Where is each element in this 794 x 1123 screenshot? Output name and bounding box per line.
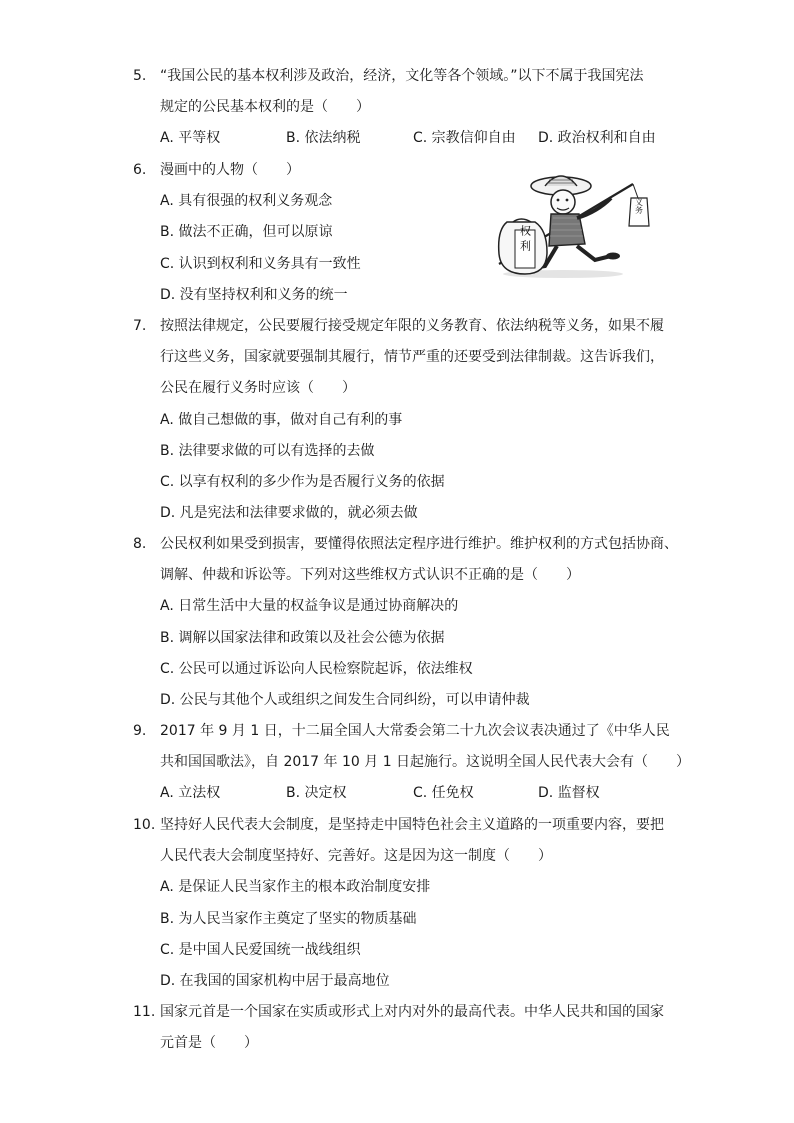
question-text-line: 坚持好人民代表大会制度，是坚持走中国特色社会主义道路的一项重要内容，要把 — [160, 817, 664, 833]
cartoon-illustration — [493, 168, 665, 280]
question-number: 11. — [133, 1004, 156, 1020]
option-c[interactable]: C. 任免权 — [413, 785, 474, 801]
option-a[interactable]: A. 做自己想做的事，做对自己有利的事 — [160, 412, 403, 428]
option-a[interactable]: A. 是保证人民当家作主的根本政治制度安排 — [160, 879, 431, 895]
option-a[interactable]: A. 日常生活中大量的权益争议是通过协商解决的 — [160, 598, 459, 614]
question-text-line: 调解、仲裁和诉讼等。下列对这些维权方式认识不正确的是（ ） — [160, 567, 580, 583]
option-b[interactable]: B. 决定权 — [286, 785, 347, 801]
option-b[interactable]: B. 依法纳税 — [286, 130, 361, 146]
question-number: 8. — [133, 536, 147, 552]
question-text-line: 公民在履行义务时应该（ ） — [160, 380, 356, 396]
question-number: 10. — [133, 817, 156, 833]
question-text-line: 元首是（ ） — [160, 1035, 258, 1051]
question-number: 5. — [133, 68, 147, 84]
option-b[interactable]: B. 调解以国家法律和政策以及社会公德为依据 — [160, 630, 445, 646]
option-c[interactable]: C. 以享有权利的多少作为是否履行义务的依据 — [160, 474, 445, 490]
question-text-line: 人民代表大会制度坚持好、完善好。这是因为这一制度（ ） — [160, 848, 552, 864]
question-text-line: “我国公民的基本权利涉及政治，经济，文化等各个领域。”以下不属于我国宪法 — [160, 68, 644, 84]
option-d[interactable]: D. 没有坚持权利和义务的统一 — [160, 287, 348, 303]
option-b[interactable]: B. 为人民当家作主奠定了坚实的物质基础 — [160, 911, 417, 927]
question-text-line: 共和国国歌法》，自 2017 年 10 月 1 日起施行。这说明全国人民代表大会有（ ） — [160, 754, 691, 770]
option-d[interactable]: D. 监督权 — [538, 785, 600, 801]
option-b[interactable]: B. 做法不正确，但可以原谅 — [160, 224, 333, 240]
option-d[interactable]: D. 公民与其他个人或组织之间发生合同纠纷，可以申请仲裁 — [160, 692, 530, 708]
question-text-line: 国家元首是一个国家在实质或形式上对内对外的最高代表。中华人民共和国的国家 — [160, 1004, 664, 1020]
option-c[interactable]: C. 认识到权利和义务具有一致性 — [160, 256, 361, 272]
question-text-line: 行这些义务，国家就要强制其履行，情节严重的还要受到法律制裁。这告诉我们， — [160, 349, 664, 365]
bag-label: 权利 — [518, 225, 532, 255]
tag-label: 义务 — [634, 198, 644, 214]
question-text-line: 公民权利如果受到损害，要懂得依照法定程序进行维护。维护权利的方式包括协商、 — [160, 536, 678, 552]
option-d[interactable]: D. 政治权利和自由 — [538, 130, 656, 146]
question-number: 9. — [133, 723, 147, 739]
option-d[interactable]: D. 在我国的国家机构中居于最高地位 — [160, 973, 390, 989]
option-b[interactable]: B. 法律要求做的可以有选择的去做 — [160, 443, 375, 459]
option-a[interactable]: A. 具有很强的权利义务观念 — [160, 193, 333, 209]
option-c[interactable]: C. 公民可以通过诉讼向人民检察院起诉，依法维权 — [160, 661, 473, 677]
option-a[interactable]: A. 立法权 — [160, 785, 221, 801]
option-a[interactable]: A. 平等权 — [160, 130, 221, 146]
question-text-line: 漫画中的人物（ ） — [160, 162, 300, 178]
question-text-line: 规定的公民基本权利的是（ ） — [160, 99, 370, 115]
question-text-line: 2017 年 9 月 1 日，十二届全国人大常委会第二十九次会议表决通过了《中华人民 — [160, 723, 670, 739]
option-c[interactable]: C. 宗教信仰自由 — [413, 130, 516, 146]
option-c[interactable]: C. 是中国人民爱国统一战线组织 — [160, 942, 361, 958]
question-text-line: 按照法律规定，公民要履行接受规定年限的义务教育、依法纳税等义务，如果不履 — [160, 318, 664, 334]
question-number: 6. — [133, 162, 147, 178]
question-number: 7. — [133, 318, 147, 334]
option-d[interactable]: D. 凡是宪法和法律要求做的，就必须去做 — [160, 505, 418, 521]
